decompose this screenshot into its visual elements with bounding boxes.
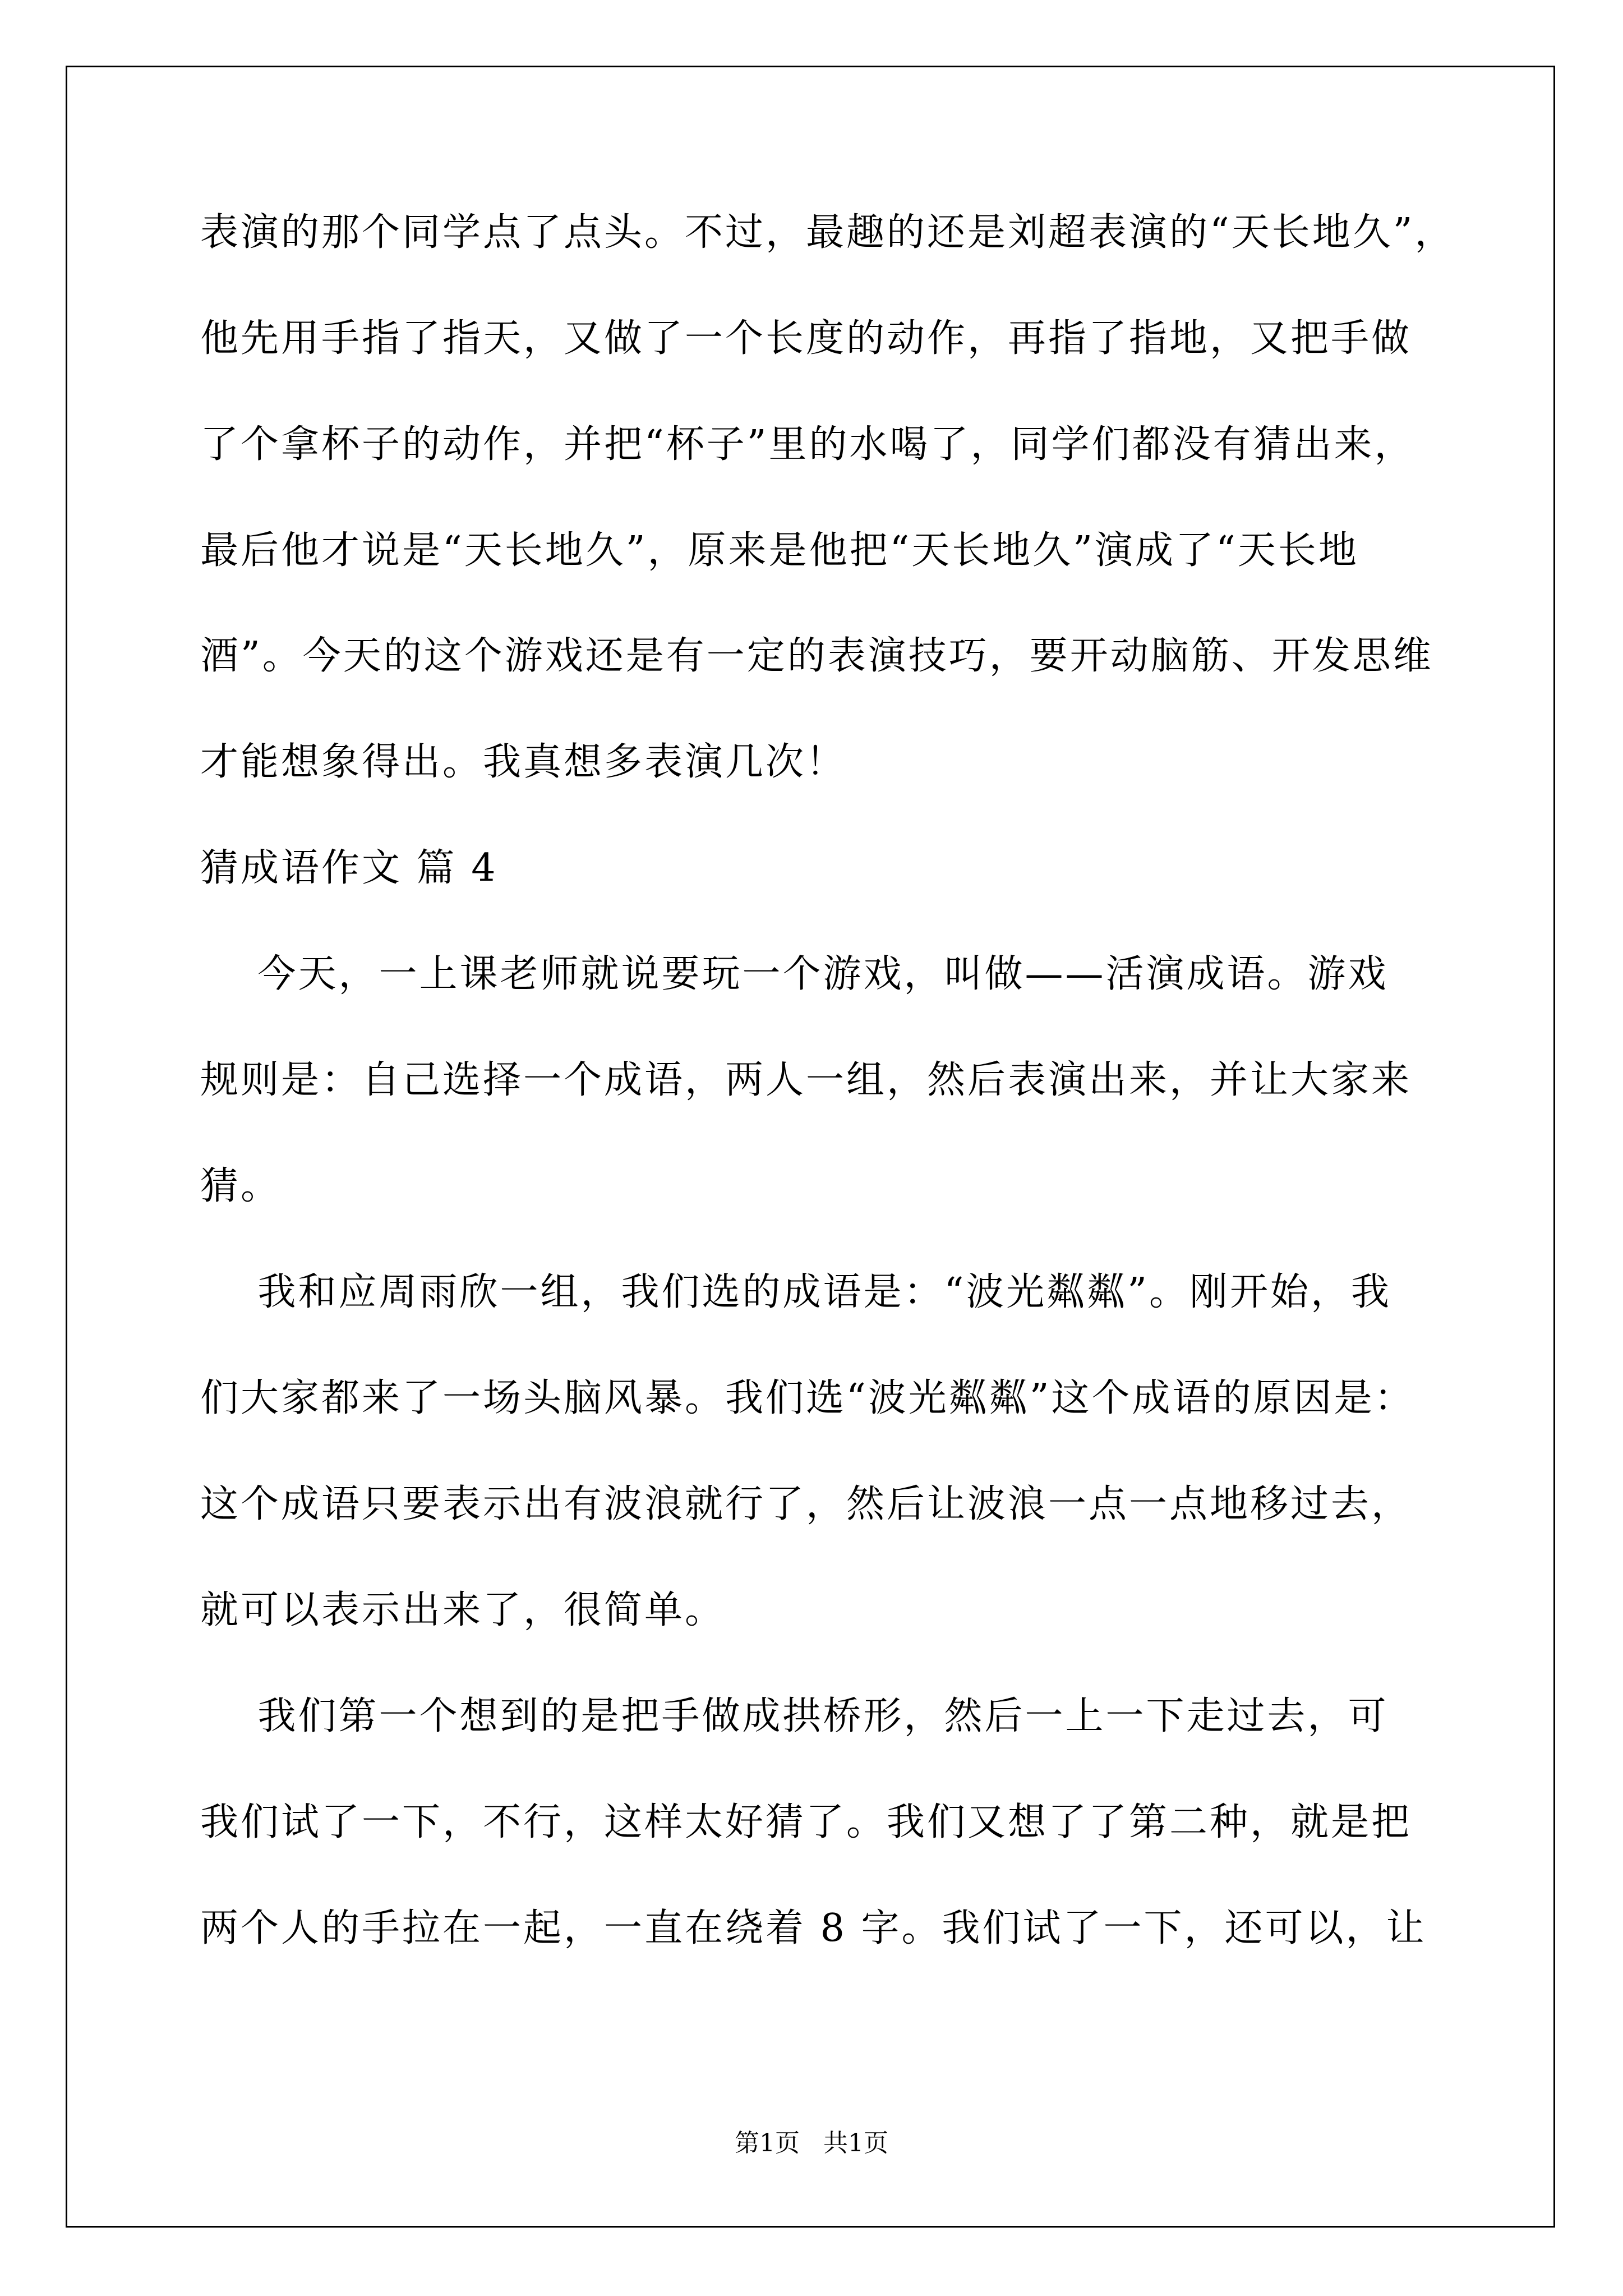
paragraph-line: 他先用手指了指天，又做了一个长度的动作，再指了指地，又把手做 [200, 316, 1412, 361]
paragraph-line: 表演的那个同学点了点头。不过，最趣的还是刘超表演的“天长地久”， [200, 210, 1455, 255]
paragraph-line: 规则是：自己选择一个成语，两人一组，然后表演出来，并让大家来 [200, 1058, 1412, 1102]
paragraph-line: 酒”。今天的这个游戏还是有一定的表演技巧，要开动脑筋、开发思维 [200, 634, 1433, 678]
paragraph-line: 我们第一个想到的是把手做成拱桥形，然后一上一下走过去，可 [200, 1694, 1389, 1738]
paragraph-line: 我们试了一下，不行，这样太好猜了。我们又想了了第二种，就是把 [200, 1800, 1412, 1844]
paragraph-line: 最后他才说是“天长地久”，原来是他把“天长地久”演成了“天长地 [200, 528, 1359, 573]
page-footer: 第1页 共1页 [735, 2129, 888, 2157]
paragraph-line: 两个人的手拉在一起，一直在绕着 8 字。我们试了一下，还可以，让 [200, 1906, 1427, 1950]
paragraph-line: 我和应周雨欣一组，我们选的成语是：“波光粼粼”。刚开始，我 [200, 1270, 1391, 1314]
paragraph-line: 才能想象得出。我真想多表演几次！ [200, 740, 847, 784]
section-heading: 猜成语作文 篇 4 [200, 846, 498, 890]
paragraph-line: 这个成语只要表示出有波浪就行了，然后让波浪一点一点地移过去， [200, 1482, 1412, 1526]
paragraph-line: 今天，一上课老师就说要玩一个游戏，叫做——活演成语。游戏 [200, 952, 1389, 996]
paragraph-line: 们大家都来了一场头脑风暴。我们选“波光粼粼”这个成语的原因是： [200, 1376, 1415, 1420]
paragraph-line: 了个拿杯子的动作，并把“杯子”里的水喝了，同学们都没有猜出来， [200, 422, 1415, 467]
paragraph-line: 猜。 [200, 1164, 282, 1208]
paragraph-line: 就可以表示出来了，很简单。 [200, 1588, 726, 1632]
